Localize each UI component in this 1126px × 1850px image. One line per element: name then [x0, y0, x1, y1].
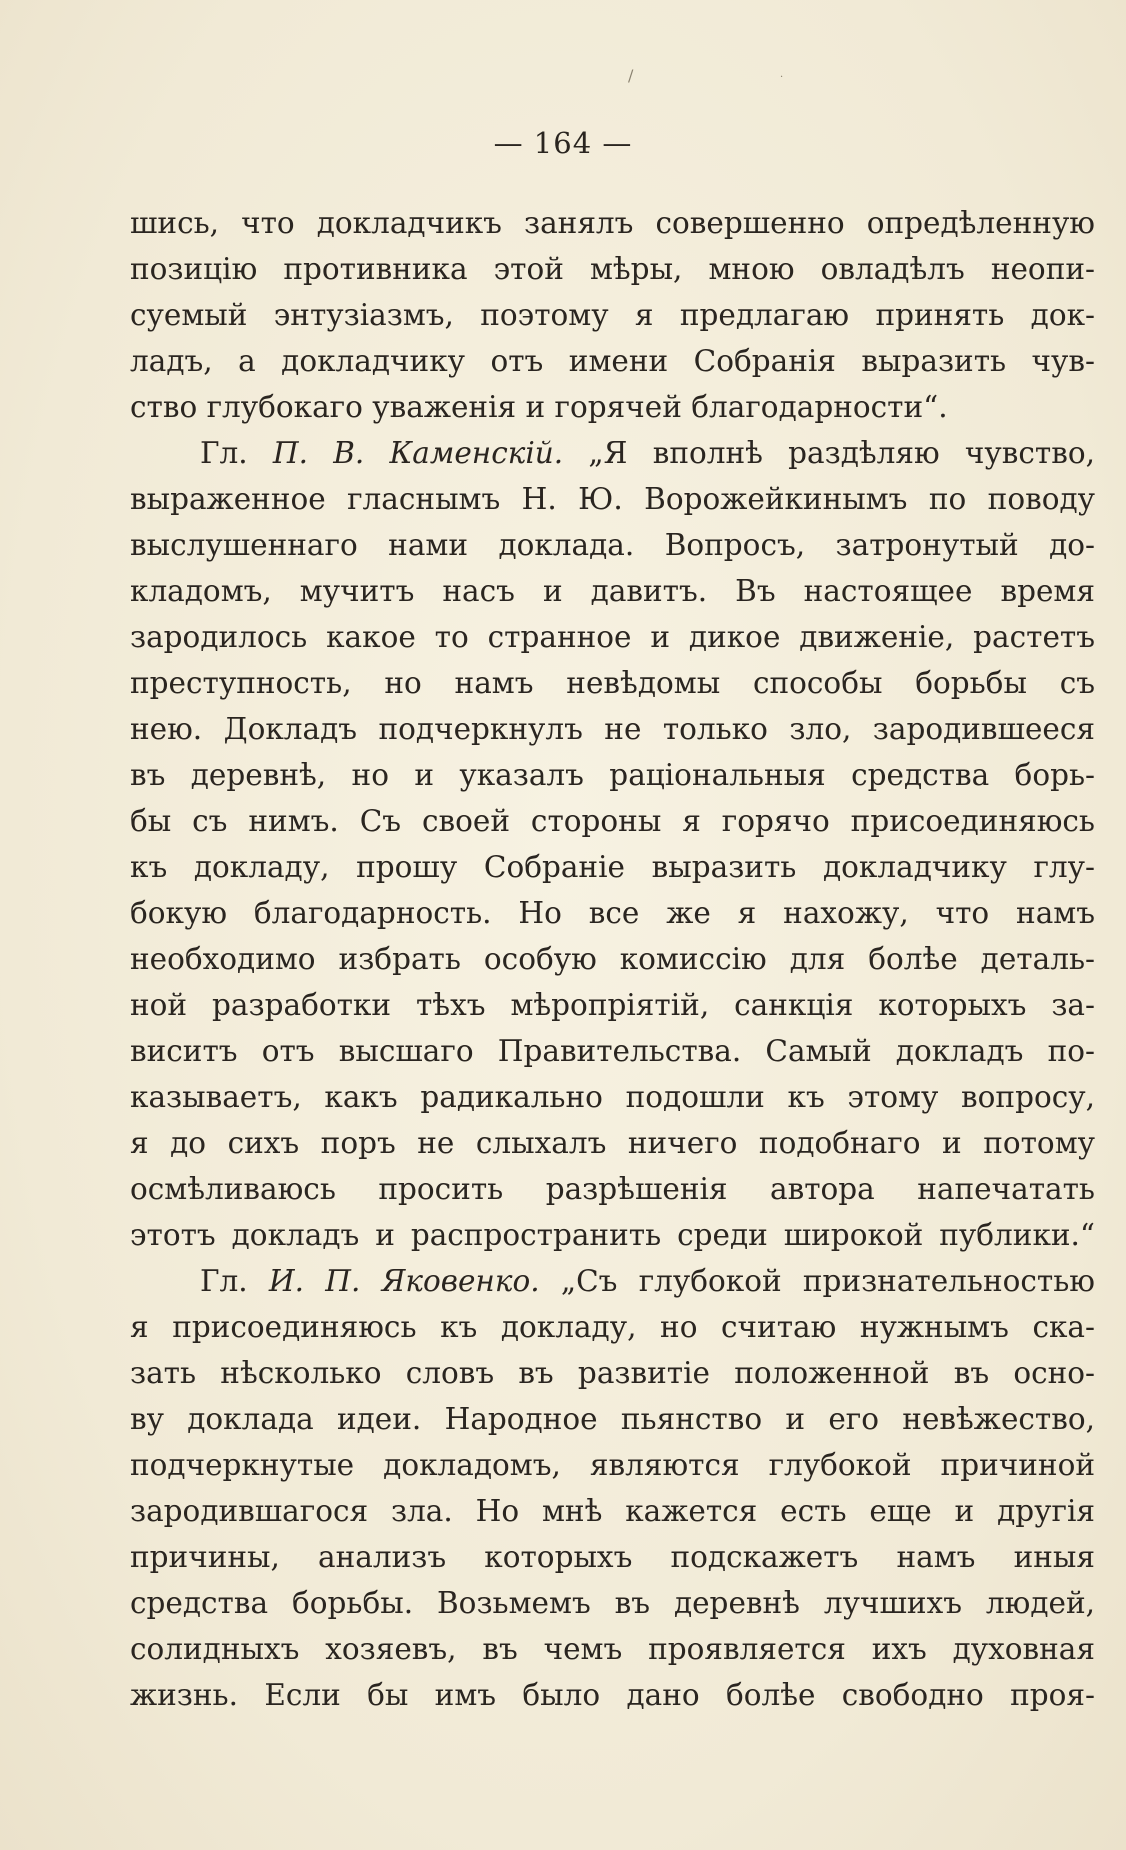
text-line: нею. Докладъ подчеркнулъ не только зло, зародившееся	[130, 712, 1095, 746]
line-text: „Я вполнѣ раздѣляю чувство,	[563, 436, 1095, 470]
text-line: ву доклада идеи. Народное пьянство и его невѣжество,	[130, 1402, 1095, 1436]
body-text	[130, 200, 1095, 1718]
text-line: солидныхъ хозяевъ, въ чемъ проявляется ихъ духовная	[130, 1632, 1095, 1666]
text-line: выслушеннаго нами доклада. Вопросъ, затронутый до-	[130, 528, 1095, 562]
speaker-name: И. П. Яковенко.	[268, 1264, 540, 1298]
text-line: ладъ, а докладчику отъ имени Собранія выразить чув-	[130, 344, 1095, 378]
text-line: бокую благодарность. Но все же я нахожу, что намъ	[130, 896, 1095, 930]
text-line: осмѣливаюсь просить разрѣшенія автора напечатать	[130, 1172, 1095, 1206]
text-line: виситъ отъ высшаго Правительства. Самый докладъ по-	[130, 1034, 1095, 1068]
line-text: „Съ глубокой признательностью	[539, 1264, 1095, 1298]
text-line: необходимо избрать особую комиссію для болѣе деталь-	[130, 942, 1095, 976]
ink-mark: /	[628, 66, 634, 85]
text-line: бы съ нимъ. Съ своей стороны я горячо присоединяюсь	[130, 804, 1095, 838]
text-line: ство глубокаго уваженія и горячей благодарности“.	[130, 390, 948, 424]
text-line: я присоединяюсь къ докладу, но считаю нужнымъ ска-	[130, 1310, 1095, 1344]
speaker-prefix: Гл.	[200, 1264, 269, 1298]
page-number: — 164 —	[493, 126, 633, 160]
ink-mark: ·	[780, 72, 784, 83]
text-line: зародившагося зла. Но мнѣ кажется есть еще и другія	[130, 1494, 1095, 1528]
text-line: зать нѣсколько словъ въ развитіе положенной въ осно-	[130, 1356, 1095, 1390]
text-line: кладомъ, мучитъ насъ и давитъ. Въ настоящее время	[130, 574, 1095, 608]
speaker-prefix: Гл.	[200, 436, 273, 470]
text-line	[130, 430, 1095, 476]
text-line: средства борьбы. Возьмемъ въ деревнѣ лучшихъ людей,	[130, 1586, 1095, 1620]
text-line: этотъ докладъ и распространить среди широкой публики.“	[130, 1218, 1095, 1252]
text-line: жизнь. Если бы имъ было дано болѣе свободно проя-	[130, 1678, 1095, 1712]
text-line: шись, что докладчикъ занялъ совершенно опредѣленную	[130, 206, 1095, 240]
text-line: позицію противника этой мѣры, мною овладѣлъ неопи-	[130, 252, 1095, 286]
text-line: я до сихъ поръ не слыхалъ ничего подобнаго и потому	[130, 1126, 1095, 1160]
text-line	[130, 1258, 1095, 1304]
speaker-name: П. В. Каменскій.	[272, 436, 564, 470]
text-line: казываетъ, какъ радикально подошли къ этому вопросу,	[130, 1080, 1095, 1114]
text-line: зародилось какое то странное и дикое движеніе, растетъ	[130, 620, 1095, 654]
text-line: выраженное гласнымъ Н. Ю. Ворожейкинымъ по поводу	[130, 482, 1095, 516]
text-line: преступность, но намъ невѣдомы способы борьбы съ	[130, 666, 1095, 700]
text-line: суемый энтузіазмъ, поэтому я предлагаю принять док-	[130, 298, 1095, 332]
text-line: ной разработки тѣхъ мѣропріятій, санкція которыхъ за-	[130, 988, 1095, 1022]
text-line: причины, анализъ которыхъ подскажетъ намъ иныя	[130, 1540, 1095, 1574]
text-line: къ докладу, прошу Собраніе выразить докладчику глу-	[130, 850, 1095, 884]
text-line: подчеркнутые докладомъ, являются глубокой причиной	[130, 1448, 1095, 1482]
text-line: въ деревнѣ, но и указалъ раціональныя средства борь-	[130, 758, 1095, 792]
